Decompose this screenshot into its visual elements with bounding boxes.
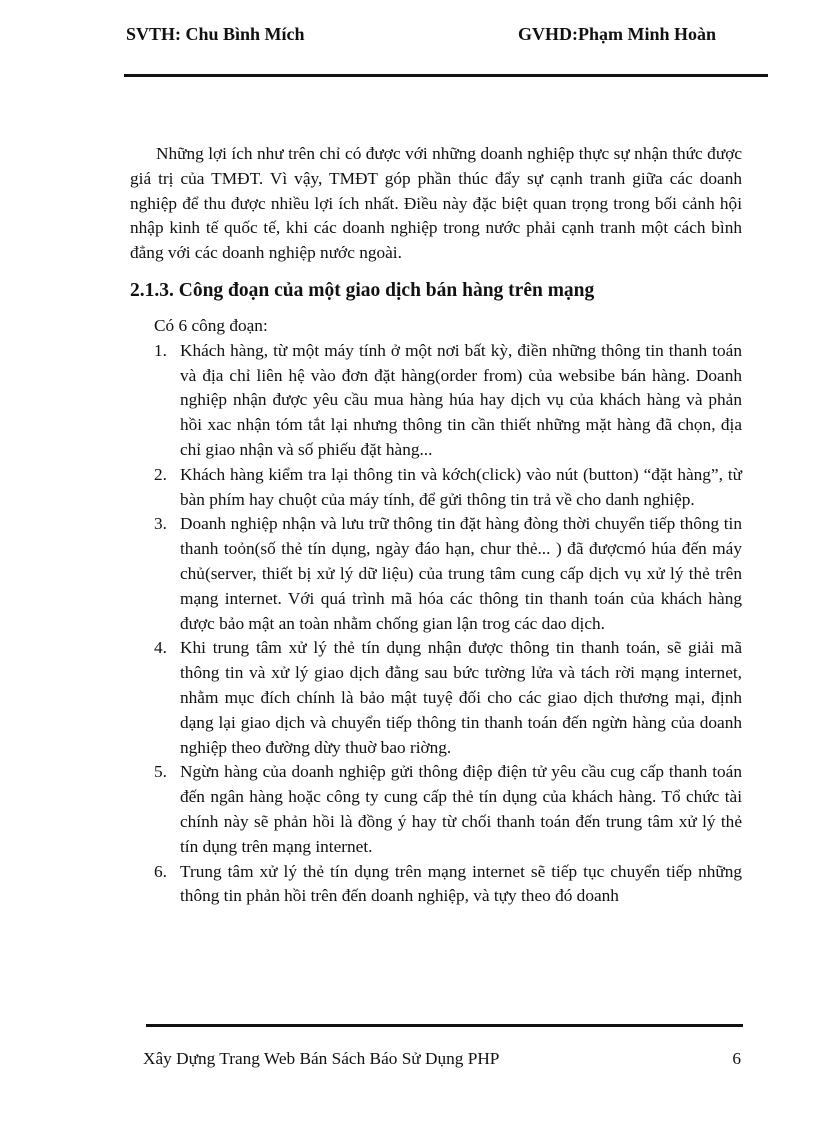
- advisor-name: GVHD:Phạm Minh Hoàn: [517, 24, 716, 44]
- list-item: [130, 339, 742, 463]
- list-item-number: 4.: [154, 638, 167, 658]
- page-footer: [143, 1049, 741, 1073]
- list-item: [130, 463, 742, 513]
- list-item-text: Khi trung tâm xử lý thẻ tín dụng nhận được thông tin thanh toán, sẽ giải mã thông tin và xử lý giao dịch đằng sau bức tường lửa và tách rời mạng internet, nhằm mục đích chính là bảo mật tuyệ đối cho các giao dịch thương mại, định dạng lại giao dịch và chuyển tiếp thông tin thanh toán đến ngừn hàng của doanh nghiệp theo đường dừy thuờ bao riờng.: [180, 638, 742, 757]
- steps-list: [130, 339, 742, 909]
- header-rule: [124, 74, 768, 77]
- list-item-number: 2.: [154, 464, 167, 484]
- page-header: [126, 24, 716, 48]
- page-number: 6: [732, 1049, 741, 1068]
- list-item: [130, 512, 742, 636]
- list-item: [130, 760, 742, 859]
- page-body: [130, 142, 742, 909]
- list-item-text: Ngừn hàng của doanh nghiệp gửi thông điệp điện tử yêu cầu cug cấp thanh toán đến ngân hàng hoặc công ty cung cấp thẻ tín dụng của khách hàng. Tổ chức tài chính này sẽ phản hồi là đồng ý hay từ chối thanh toán đến trung tâm xử lý thẻ tín dụng trên mạng internet.: [180, 762, 742, 856]
- list-item-text: Trung tâm xử lý thẻ tín dụng trên mạng internet sẽ tiếp tục chuyển tiếp những thông tin phản hồi trên đến doanh nghiệp, và tựy theo đó doanh: [180, 861, 742, 906]
- list-item-number: 6.: [154, 861, 167, 881]
- list-item-text: Khách hàng, từ một máy tính ở một nơi bất kỳ, điền những thông tin thanh toán và địa chỉ liên hệ vào đơn đặt hàng(order from) của websibe bán hàng. Doanh nghiệp nhận được yêu cầu mua hàng húa hay dịch vụ của khách hàng và phản hồi xac nhận tóm tắt lại nhưng thông tin cần thiết những mặt hàng đã chọn, địa chỉ giao nhận và số phiếu đặt hàng...: [180, 340, 742, 459]
- steps-intro: Có 6 công đoạn:: [154, 315, 268, 335]
- list-item-number: 3.: [154, 514, 167, 534]
- student-name: SVTH: Chu Bình Mích: [126, 24, 305, 44]
- footer-rule: [146, 1024, 743, 1027]
- list-item-number: 1.: [154, 340, 167, 360]
- list-item-number: 5.: [154, 762, 167, 782]
- section-heading: 2.1.3. Công đoạn của một giao dịch bán hàng trên mạng: [130, 279, 595, 301]
- footer-title: Xây Dựng Trang Web Bán Sách Báo Sử Dụng PHP: [143, 1049, 500, 1068]
- list-item: [130, 860, 742, 910]
- list-item-text: Khách hàng kiểm tra lại thông tin và kớch(click) vào nút (button) “đặt hàng”, từ bàn phím hay chuột của máy tính, để gửi thông tin trả về cho danh nghiệp.: [180, 464, 742, 509]
- intro-paragraph: Những lợi ích như trên chỉ có được với những doanh nghiệp thực sự nhận thức được giá trị của TMĐT. Vì vậy, TMĐT góp phần thúc đẩy sự cạnh tranh giữa các doanh nghiệp để thu được nhiều lợi ích nhất. Điều này đặc biệt quan trọng trong bối cảnh hội nhập kinh tế quốc tế, khi các doanh nghiệp trong nước phải cạnh tranh một cách bình đẳng với các doanh nghiệp nước ngoài.: [130, 144, 742, 263]
- list-item: [130, 636, 742, 760]
- list-item-text: Doanh nghiệp nhận và lưu trữ thông tin đặt hàng đòng thời chuyển tiếp thông tin thanh toỏn(số thẻ tín dụng, ngày đáo hạn, chur thẻ... ) đã đượcmó húa đến máy chủ(server, thiết bị xử lý dữ liệu) của trung tâm cung cấp dịch vụ xử lý thẻ trên mạng internet. Với quá trình mã hóa các thông tin thanh toán của khách hàng được bảo mật an toàn nhằm chống gian lận trog các dao dịch.: [180, 514, 742, 633]
